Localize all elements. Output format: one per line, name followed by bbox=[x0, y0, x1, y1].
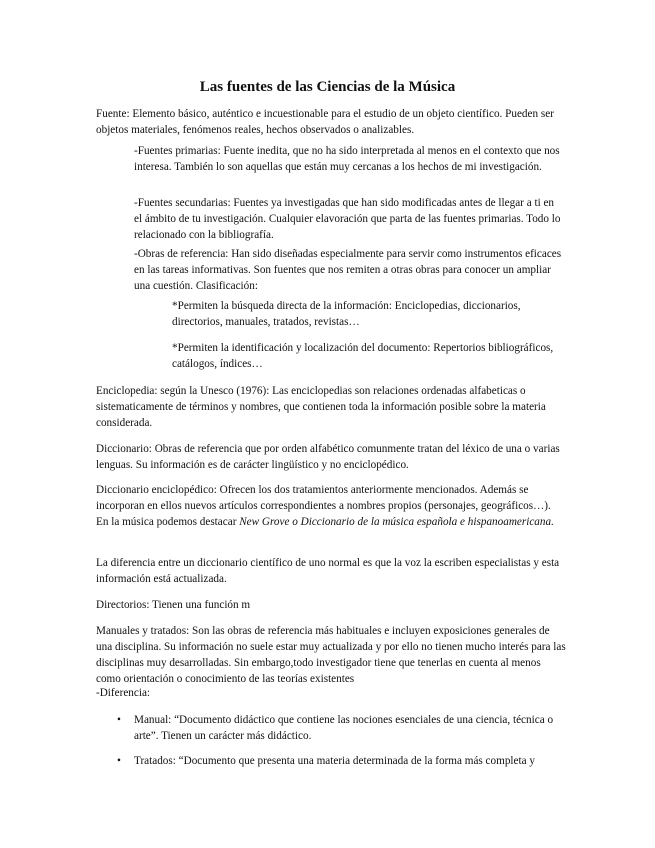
diferencia-label: -Diferencia: bbox=[96, 687, 151, 699]
document-title: Las fuentes de las Ciencias de la Música bbox=[199, 79, 456, 95]
fuentes-secundarias-paragraph: -Fuentes secundarias: Fuentes ya investigadas que han sido modificadas antes de llegar a ti en el ámbito de tu investigación. Cualquier elavoración que parta de las fuentes primarias. Todo lo relacionado con la bibliografía. bbox=[134, 197, 561, 241]
bullet-item-tratados: Tratados: “Documento que presenta una materia determinada de la forma más completa y bbox=[134, 755, 535, 767]
obras-referencia-paragraph: -Obras de referencia: Han sido diseñadas especialmente para servir como instrumentos eficaces en las tareas informativas. Son fuentes que nos remiten a otras obras para conocer un ampliar una cuestión. Clasificación: bbox=[134, 248, 562, 292]
diccionario-enciclopedico-paragraph bbox=[96, 482, 566, 530]
permiten-busqueda-paragraph: *Permiten la búsqueda directa de la información: Enciclopedias, diccionarios, directorios, manuales, tratados, revistas… bbox=[172, 300, 521, 328]
manuales-tratados-paragraph: Manuales y tratados: Son las obras de referencia más habituales e incluyen exposiciones generales de una disciplina. Su información no suele estar muy actualizada y por ello no tienen mucho interés para las disciplinas muy desarrolladas. Sin embargo,todo investigador tiene que tenerlas en cuenta al menos como orientación o conocimiento de las teorías existentes bbox=[96, 625, 566, 685]
fuentes-primarias-paragraph: -Fuentes primarias: Fuente inedita, que no ha sido interpretada al menos en el contexto que nos interesa. También lo son aquellas que están muy cercanas a los hechos de mi investigación. bbox=[134, 145, 560, 173]
diccionario-enciclopedico-text: Diccionario enciclopédico: Ofrecen los dos tratamientos anteriormente mencionados. Además se incorporan en ellos nuevos artículos correspondientes a nombres propios (personajes, geográficos…). En la música podemos destacar bbox=[96, 484, 551, 528]
permiten-identificacion-paragraph: *Permiten la identificación y localización del documento: Repertorios bibliográficos, catálogos, índices… bbox=[172, 342, 554, 370]
fuente-paragraph: Fuente: Elemento básico, auténtico e incuestionable para el estudio de un objeto científico. Pueden ser objetos materiales, fenómenos reales, hechos observados o analizables. bbox=[96, 108, 554, 136]
diferencia-diccionario-paragraph: La diferencia entre un diccionario científico de uno normal es que la voz la escriben especialistas y esta información está actualizada. bbox=[96, 557, 560, 585]
diccionario-paragraph: Diccionario: Obras de referencia que por orden alfabético comunmente tratan del léxico de una o varias lenguas. Su información es de carácter lingüístico y no enciclopédico. bbox=[96, 443, 560, 471]
bullet-icon: • bbox=[117, 755, 121, 767]
enciclopedia-paragraph: Enciclopedia: según la Unesco (1976): Las enciclopedias son relaciones ordenadas alfabeticas o sistematicamente de términos y nombres, que contienen toda la información posible sobre la materia considerada. bbox=[96, 385, 546, 429]
diccionario-title-italic: New Grove o Diccionario de la música española e hispanoamericana. bbox=[239, 516, 554, 528]
directorios-paragraph: Directorios: Tienen una función m bbox=[96, 599, 251, 611]
bullet-icon: • bbox=[117, 714, 121, 726]
bullet-item-manual: Manual: “Documento didáctico que contiene las nociones esenciales de una ciencia, técnica o arte”. Tienen un carácter más didáctico. bbox=[134, 714, 554, 742]
